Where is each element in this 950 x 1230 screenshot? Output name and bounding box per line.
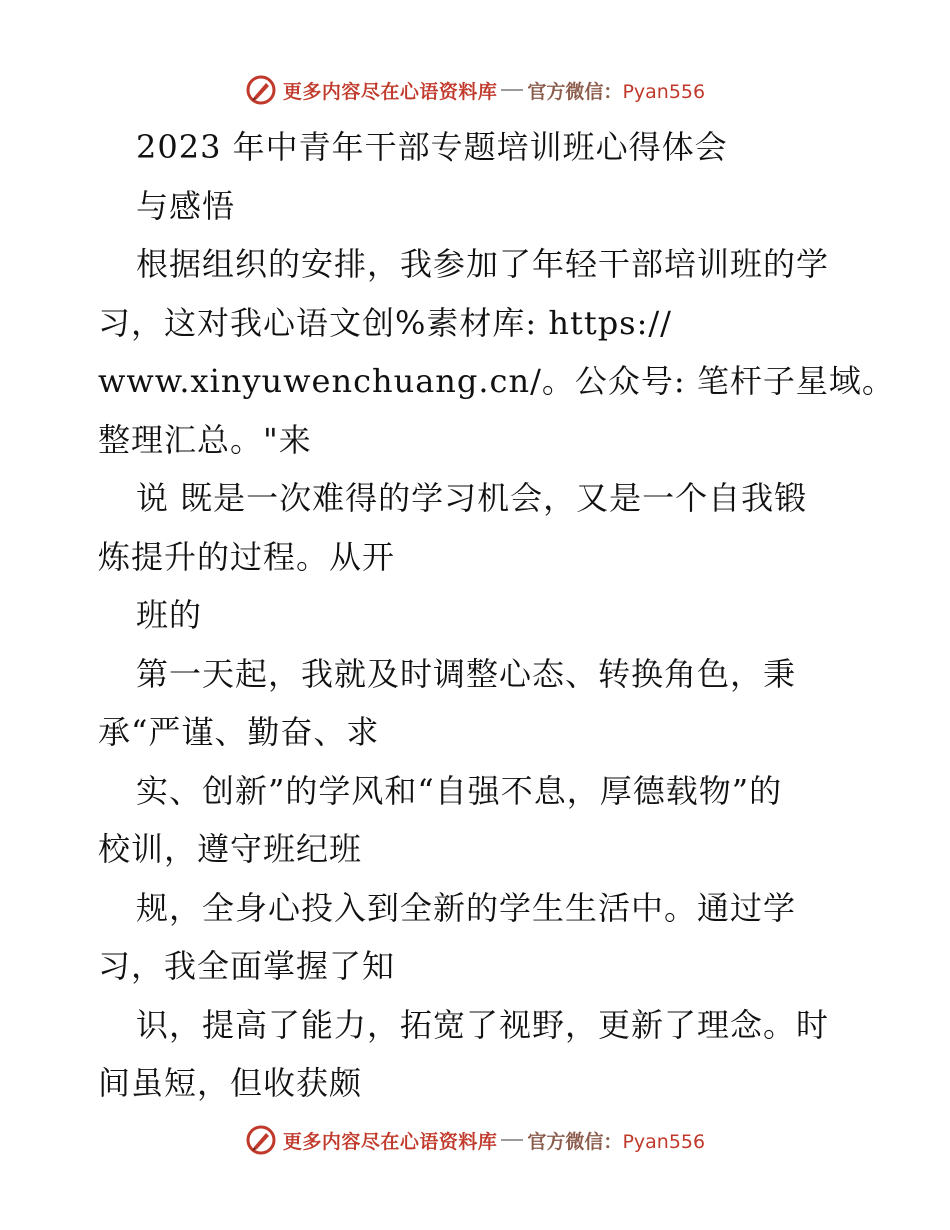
text-line: 识，提高了能力，拓宽了视野，更新了理念。时 <box>136 1005 830 1044</box>
watermark-brand: 更多内容尽在心语资料库 <box>282 1130 498 1153</box>
watermark-contact <box>527 77 705 104</box>
watermark-dash <box>501 1139 523 1141</box>
text-line: 说 既是一次难得的学习机会，又是一个自我锻 <box>136 479 808 517</box>
watermark-dash <box>501 89 523 91</box>
watermark-contact-label: 官方微信： <box>527 1130 623 1153</box>
text-line: 根据组织的安排，我参加了年轻干部培训班的学 <box>136 245 830 283</box>
text-line: 2023 年中青年干部专题培训班心得体会 <box>136 128 728 166</box>
text-line: 习，我全面掌握了知 <box>98 947 396 985</box>
text-line: 班的 <box>136 596 203 634</box>
footer-watermark <box>0 1120 950 1160</box>
watermark-contact-id: Pyan556 <box>622 80 706 103</box>
text-line: 整理汇总。"来 <box>98 420 312 459</box>
pen-logo-icon <box>245 74 277 106</box>
watermark-contact-id: Pyan556 <box>622 1130 706 1153</box>
text-line: 间虽短，但收获颇 <box>98 1064 363 1102</box>
watermark-contact-label: 官方微信： <box>527 80 623 103</box>
header-watermark <box>0 70 950 110</box>
text-line: 实、创新”的学风和“自强不息，厚德载物”的 <box>136 771 783 810</box>
text-line: 炼提升的过程。从开 <box>98 537 396 576</box>
text-line: 规，全身心投入到全新的学生生活中。通过学 <box>136 888 797 927</box>
text-line: 第一天起，我就及时调整心态、转换角色，秉 <box>136 654 797 693</box>
watermark-brand: 更多内容尽在心语资料库 <box>282 80 498 103</box>
document-body <box>98 118 895 1113</box>
pen-logo-icon <box>245 1124 277 1156</box>
text-line: 习，这对我心语文创%素材库: https:// <box>98 303 672 342</box>
text-line: 承“严谨、勤奋、求 <box>98 713 380 751</box>
text-line: www.xinyuwenchuang.cn/。公众号: 笔杆子星域。 <box>98 362 895 400</box>
text-line: 校训，遵守班纪班 <box>98 830 363 868</box>
watermark-contact <box>527 1127 705 1154</box>
text-line: 与感悟 <box>136 186 236 225</box>
